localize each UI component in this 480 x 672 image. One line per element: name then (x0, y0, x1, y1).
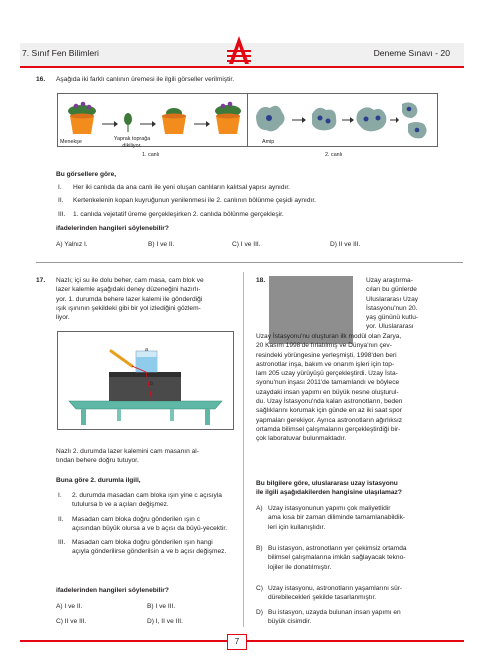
q17-statement: III. Masadan cam bloka doğru gönderilen ışın hangi açıyla gönderilirse gönderilsin a ve b açısı değişmez. (58, 539, 227, 556)
q16-figure-plant (57, 93, 248, 147)
q18-option-d[interactable]: D) Bu istasyon, uzayda bulunan insan yapımı en büyük cisimdir. (256, 609, 401, 626)
label-leaf-planting: Yaprak toprağa dikiliyor. (113, 136, 151, 149)
q16-figure-amoeba (247, 93, 438, 147)
q17-option-b[interactable]: B) I ve III. (147, 603, 176, 610)
caption-organism-2: 2. canlı (325, 152, 343, 158)
header-divider (20, 66, 464, 68)
q16-statement: I. Her iki canlıda da ana canlı ile yeni oluşan canlıların kalıtsal yapısı aynıdır. (58, 184, 290, 191)
q16-lead: Bu görsellere göre, (56, 171, 117, 178)
q16-statement: II. Kertenkelenin kopan kuyruğunun yenilenmesi ile 2. canlının bölünme çeşidi aynıdır. (58, 197, 317, 205)
q16-option-d[interactable]: D) II ve III. (330, 241, 361, 248)
page-number: 7 (227, 634, 247, 650)
q18-number: 18. (256, 277, 266, 284)
q18-option-c[interactable]: C) Uzay istasyonu, astronotların yaşamlarını sür- dürebilecekleri şekilde tasarlanmıştır. (256, 585, 403, 602)
section-divider (36, 262, 463, 263)
q18-question: Bu bilgilere göre, uluslararası uzay istasyonu ile ilgili aşağıdakilerden hangisine ulaşılamaz? (256, 480, 402, 497)
q16-question: ifadelerinden hangileri söylenebilir? (56, 225, 169, 232)
angle-label-a: a (145, 347, 148, 353)
q16-stem: Aşağıda iki farklı canlının üremesi ile ilgili görseller verilmiştir. (56, 76, 235, 83)
publisher-logo (223, 34, 255, 66)
q17-lead: Buna göre 2. durumla ilgili, (56, 477, 141, 484)
q17-option-d[interactable]: D) I, II ve III. (147, 618, 183, 625)
label-amoeba: Amip (262, 139, 275, 145)
q18-option-a[interactable]: A) Uzay istasyonunun yapımı çok maliyetlidir ama kısa bir zaman diliminde tamamlanabildik- leri için kullanışlıdır. (256, 505, 406, 531)
q16-statement: III. 1. canlıda vejetatif üreme gerçekleşirken 2. canlıda bölünme gerçekleşir. (58, 210, 284, 218)
q17-experiment-figure (57, 331, 234, 430)
angle-label-b: b (150, 381, 153, 387)
q18-option-b[interactable]: B) Bu istasyon, astronotların yer çekimsiz ortamda bilimsel çalışmalarına imkân sağlayacak tekno- lojiler ile donatılmıştır. (256, 545, 407, 571)
q16-statements (58, 183, 453, 219)
exam-title: Deneme Sınavı - 20 (373, 48, 450, 58)
q17-statement: I. 2. durumda masadan cam bloka ışın yine c açısıyla tutulursa b ve a açıları değişmez. (58, 492, 222, 509)
caption-organism-1: 1. canlı (142, 152, 160, 158)
q17-statements (58, 491, 230, 557)
label-violet: Menekşe (60, 139, 82, 145)
q16-number: 16. (36, 76, 46, 83)
q17-stem: Nazlı; içi su ile dolu beher, cam masa, cam blok ve lazer kalemle aşağıdaki deney düzeneğini hazırlı- yor. 1. durumda behere lazer kalemi ile gönderdiği ışık ışınının şekildeki gibi bir yol izlediğini gözlem- liyor. (56, 277, 204, 322)
q17-question: ifadelerinden hangileri söylenebilir? (56, 587, 169, 594)
q17-number: 17. (36, 277, 46, 284)
q18-passage: Uzay İstasyonu'nu oluşturan ilk modül olan Zarya, 20 Kasım 1998'de fırlatılmış ve Dünya'nın çev- resindeki yörüngesine yerleşmişti. 1998'den beri astronotlar inşa, bakım ve onarım işleri için top- lam 205 uzay yürüyüşü gerçekleştirdi. Uzay İsta- syonu'nun inşası 2011'de tamamlandı ve böylece uzaydaki insan yapımı en büyük nesne oluşturul- du. Uzay İstasyonu'nda kalan astronotların, beden sağlıklarını korumak için günde en az iki saat spor yapmaları gerekiyor. Ayrıca astronotların ağırlıksız ortamda bilimsel çalışmalarını gerçekleştirdiği bir- çok laboratuvar bulunmaktadır. (256, 333, 403, 443)
q18-intro-right: Uzay araştırma- cıları bu günlerde Uluslararası Uzay İstasyonu'nun 20. yaş gününü kutlu- yor. Uluslararası (366, 277, 419, 331)
subject-title: 7. Sınıf Fen Bilimleri (22, 48, 99, 58)
column-divider (243, 272, 244, 627)
q16-option-a[interactable]: A) Yalnız I. (56, 241, 88, 248)
q17-option-a[interactable]: A) I ve II. (56, 603, 83, 610)
q16-option-c[interactable]: C) I ve III. (232, 241, 261, 248)
q17-option-c[interactable]: C) II ve III. (56, 618, 87, 625)
q17-statement: II. Masadan cam bloka doğru gönderilen ışın c açısından büyük olursa a ve b açısı da büyü-yecektir. (58, 515, 228, 532)
q17-after-text: Nazlı 2. durumda lazer kalemini cam masanın al- tından behere doğru tutuyor. (56, 448, 199, 465)
q16-option-b[interactable]: B) I ve II. (148, 241, 175, 248)
